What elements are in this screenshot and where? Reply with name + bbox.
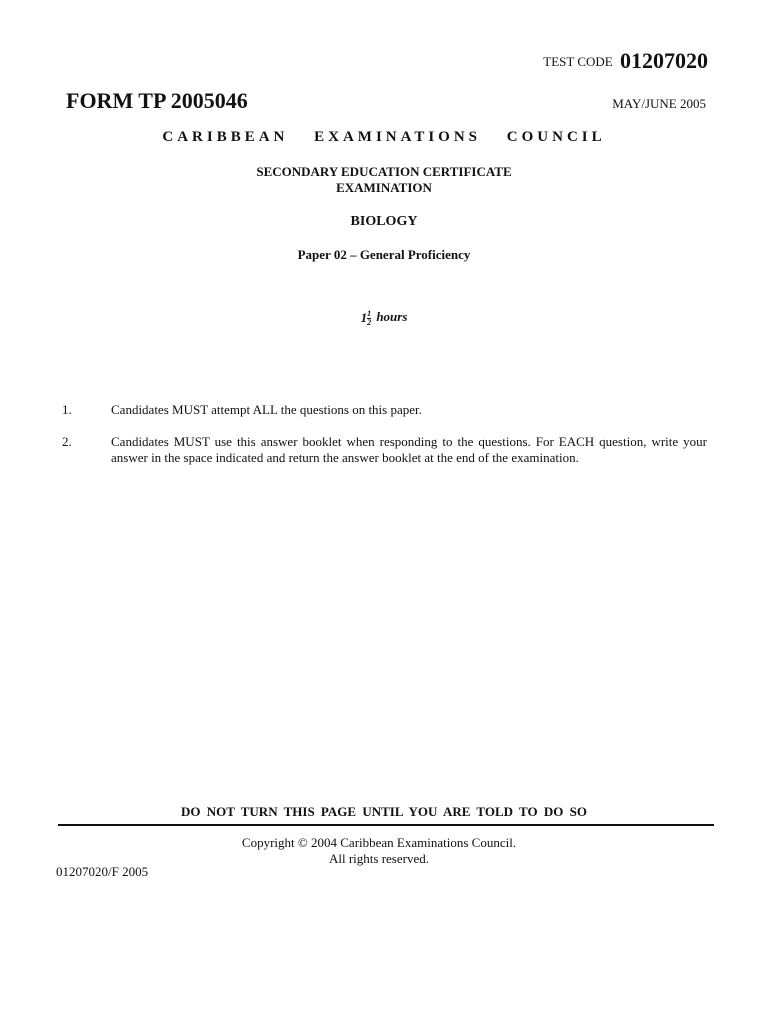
test-code-label: TEST CODE <box>543 54 613 69</box>
certificate-line-1: SECONDARY EDUCATION CERTIFICATE <box>256 164 512 179</box>
footer-divider <box>58 824 714 826</box>
exam-duration <box>0 309 768 327</box>
exam-date: MAY/JUNE 2005 <box>612 96 706 111</box>
duration-unit: hours <box>376 309 408 324</box>
copyright-line-2: All rights reserved. <box>328 851 429 866</box>
form-number: FORM TP 2005046 <box>66 88 248 113</box>
instruction-text: Candidates MUST attempt ALL the questions on this paper. <box>111 402 422 417</box>
certificate-title <box>0 164 768 196</box>
instruction-number: 1. <box>62 402 72 417</box>
copyright-notice <box>0 835 758 867</box>
duration-denominator: 2 <box>367 317 372 327</box>
paper-title: Paper 02 – General Proficiency <box>297 247 471 262</box>
do-not-turn-warning: DO NOT TURN THIS PAGE UNTIL YOU ARE TOLD TO DO SO <box>181 804 587 819</box>
subject-title: BIOLOGY <box>350 214 418 229</box>
test-code <box>543 48 708 74</box>
council-name: CARIBBEAN EXAMINATIONS COUNCIL <box>162 129 606 145</box>
instruction-text: Candidates MUST use this answer booklet when responding to the questions. For EACH question, write your answer in the space indicated and return the answer booklet at the end of the examination. <box>111 434 707 465</box>
copyright-line-1: Copyright © 2004 Caribbean Examinations Council. <box>241 835 517 850</box>
document-code: 01207020/F 2005 <box>56 864 149 879</box>
duration-fraction <box>367 310 371 327</box>
certificate-line-2: EXAMINATION <box>336 180 432 195</box>
duration-numerator: 1 <box>367 308 372 318</box>
instruction-number: 2. <box>62 434 72 449</box>
test-code-value: 01207020 <box>620 48 708 73</box>
duration-whole: 1 <box>360 310 368 326</box>
